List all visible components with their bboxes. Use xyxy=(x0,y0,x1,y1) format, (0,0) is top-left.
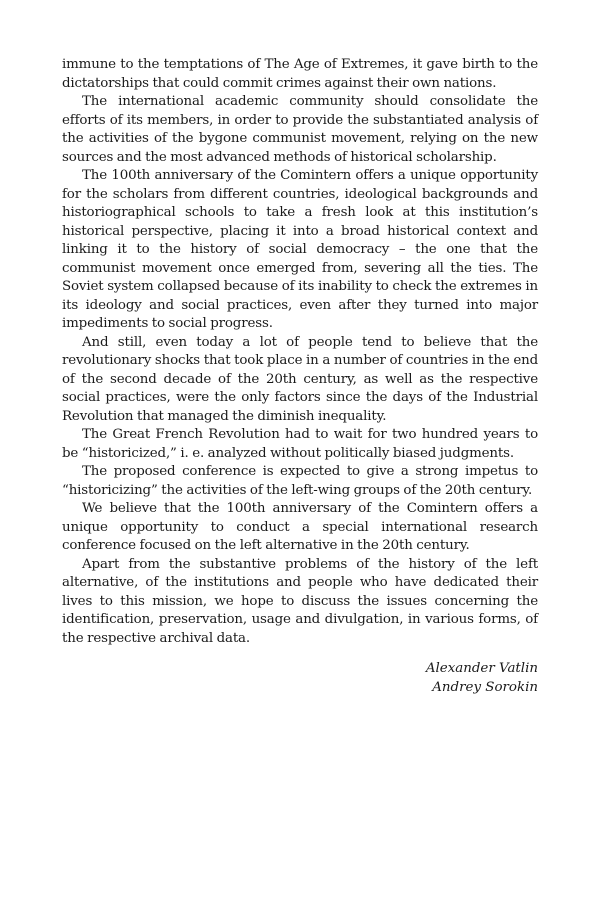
paragraph-1: immune to the temptations of The Age of Extremes, it gave birth to the dictatorships that could commit crimes against their own nations. xyxy=(62,57,538,91)
paragraph-3: The 100th anniversary of the Comintern offers a unique opportunity for the scholars from different countries, ideological backgrounds and historiographical schools to take a fresh look at this institution’s historical perspective, placing it into a broad historical context and linking it to the history of social democracy – the one that the communist movement once emerged from, severing all the ties. The Soviet system collapsed because of its inability to check the extremes in its ideology and social practices, even after they turned into major impediments to social progress. xyxy=(62,168,538,331)
paragraph-2: The international academic community should consolidate the efforts of its members, in order to provide the substantiated analysis of the activities of the bygone communist movement, relying on the new sources and the most advanced methods of historical scholarship. xyxy=(62,94,538,165)
document-page xyxy=(62,56,538,697)
paragraph-7: We believe that the 100th anniversary of the Comintern offers a unique opportunity to conduct a special international research conference focused on the left alternative in the 20th century. xyxy=(62,501,538,553)
paragraph-6: The proposed conference is expected to give a strong impetus to “historicizing” the activities of the left-wing groups of the 20th century. xyxy=(62,464,538,498)
signature-block xyxy=(62,660,538,697)
paragraph-5: The Great French Revolution had to wait for two hundred years to be “historicized,” i. e. analyzed without politically biased judgments. xyxy=(62,427,538,461)
signature-author-2: Andrey Sorokin xyxy=(432,679,538,695)
signature-author-1: Alexander Vatlin xyxy=(425,661,538,676)
paragraph-4: And still, even today a lot of people tend to believe that the revolutionary shocks that took place in a number of countries in the end of the second decade of the 20th century, as well as the respective social practices, were the only factors since the days of the Industrial Revolution that managed the diminish inequality. xyxy=(62,334,538,424)
paragraph-8: Apart from the substantive problems of the history of the left alternative, of the institutions and people who have dedicated their lives to this mission, we hope to discuss the issues concerning the identification, preservation, usage and divulgation, in various forms, of the respective archival data. xyxy=(62,556,538,646)
